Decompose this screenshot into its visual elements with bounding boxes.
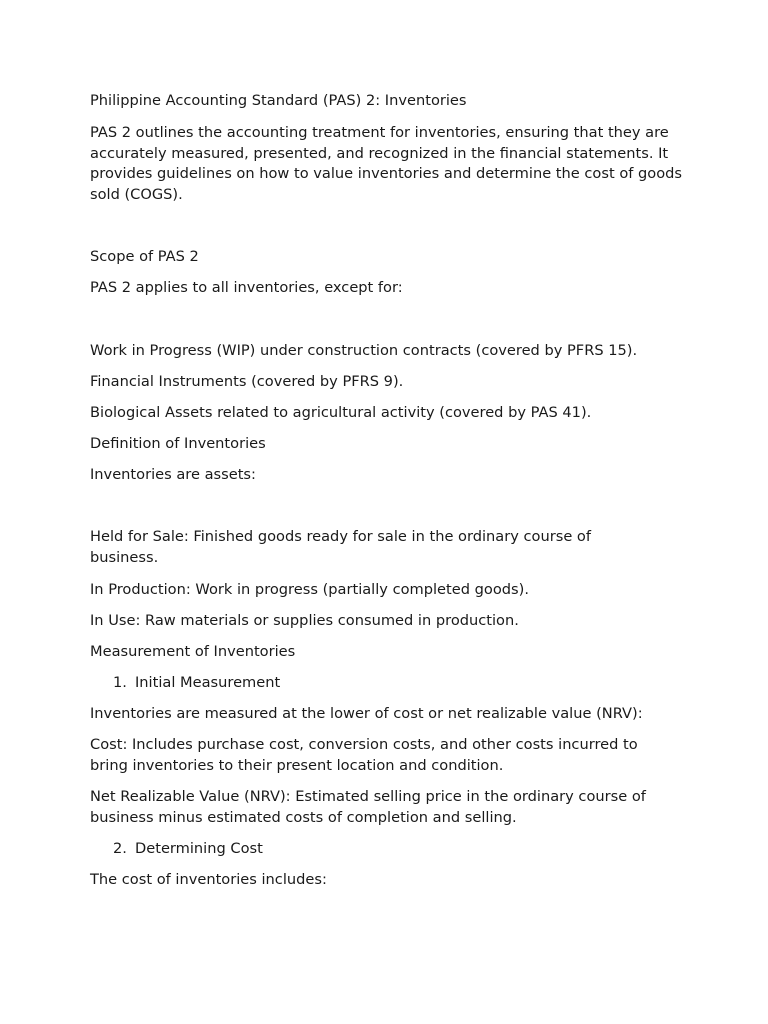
scope-text: PAS 2 applies to all inventories, except for: [90, 279, 403, 296]
list-number: 1. [113, 674, 127, 691]
scope-heading: Scope of PAS 2 [90, 248, 199, 265]
definition-heading: Definition of Inventories [90, 435, 266, 452]
list-label: Determining Cost [135, 840, 263, 857]
cost-paragraph: Cost: Includes purchase cost, conversion costs, and other costs incurred to bring inventories to their present location and condition. [90, 736, 638, 774]
list-label: Initial Measurement [135, 674, 281, 691]
asset-type-item: In Use: Raw materials or supplies consumed in production. [90, 612, 519, 629]
asset-type-item: In Production: Work in progress (partially completed goods). [90, 581, 529, 598]
numbered-list-item [113, 673, 280, 694]
document-title: Philippine Accounting Standard (PAS) 2: Inventories [90, 92, 467, 109]
definition-text: Inventories are assets: [90, 466, 256, 483]
nrv-paragraph: Net Realizable Value (NRV): Estimated selling price in the ordinary course of business minus estimated costs of completion and selling. [90, 788, 646, 826]
intro-paragraph: PAS 2 outlines the accounting treatment for inventories, ensuring that they are accurately measured, presented, and recognized in the financial statements. It provides guidelines on how to value inventories and determine the cost of goods sold (COGS). [90, 124, 683, 204]
exception-item: Work in Progress (WIP) under construction contracts (covered by PFRS 15). [90, 342, 638, 359]
measurement-text: Inventories are measured at the lower of cost or net realizable value (NRV): [90, 705, 643, 722]
measurement-heading: Measurement of Inventories [90, 643, 296, 660]
exception-item: Biological Assets related to agricultural activity (covered by PAS 41). [90, 404, 592, 421]
exception-item: Financial Instruments (covered by PFRS 9). [90, 373, 404, 390]
numbered-list-item [113, 839, 263, 860]
cost-includes-text: The cost of inventories includes: [90, 871, 327, 888]
asset-type-item: Held for Sale: Finished goods ready for sale in the ordinary course of business. [90, 528, 592, 566]
list-number: 2. [113, 840, 127, 857]
